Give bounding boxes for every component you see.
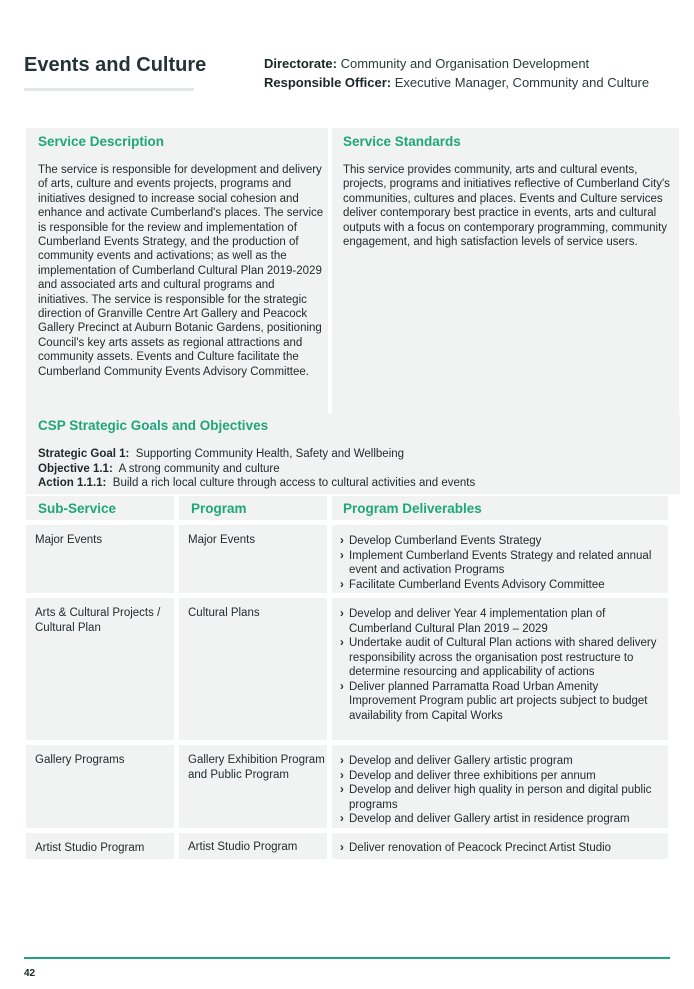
directorate-line (264, 54, 649, 73)
officer-line (264, 73, 649, 92)
csp-panel (26, 414, 680, 494)
title-underline (24, 88, 194, 91)
officer-value: Executive Manager, Community and Culture (394, 75, 650, 90)
table-header-sub-service: Sub-Service (26, 496, 174, 520)
deliverable-item: › Deliver planned Parramatta Road Urban Amenity Improvement Program public art projects subject to budget availability from Capital Works (340, 680, 662, 724)
table-row-sub-service: Major Events (26, 525, 174, 593)
service-standards-heading: Service Standards (343, 134, 461, 149)
deliverables-list (340, 534, 662, 592)
csp-lines (38, 447, 680, 491)
objective-line (38, 462, 680, 477)
deliverable-item: › Facilitate Cumberland Events Advisory Committee (340, 578, 662, 593)
deliverables-list (340, 754, 662, 827)
page-title: Events and Culture (24, 54, 207, 76)
deliverable-item: › Develop and deliver Gallery artist in residence program (340, 812, 662, 827)
strategic-goal-line (38, 447, 680, 462)
directorate-value: Community and Organisation Development (340, 56, 590, 71)
table-row-sub-service: Gallery Programs (26, 745, 174, 828)
service-standards-panel (332, 128, 679, 414)
table-row-deliverables (332, 525, 668, 593)
header-meta (264, 54, 649, 92)
deliverable-item: › Develop and deliver Year 4 implementation plan of Cumberland Cultural Plan 2019 – 2029 (340, 607, 662, 636)
deliverable-item: › Develop and deliver Gallery artistic program (340, 754, 662, 769)
table-row-deliverables (332, 598, 668, 740)
table-row-program: Cultural Plans (179, 598, 327, 740)
service-description-panel (26, 128, 328, 414)
table-row-program: Artist Studio Program (179, 833, 327, 859)
deliverable-item: › Undertake audit of Cultural Plan actions with shared delivery responsibility across the organisation post restructure to determine resourcing and applicability of actions (340, 636, 662, 680)
service-description-text: The service is responsible for development and delivery of arts, culture and events projects, programs and initiatives designed to increase social cohesion and enhance and activate Cumberland's places. The service is responsible for the review and implementation of Cumberland Events Strategy, and the production of community events and activations; as well as the implementation of Cumberland Cultural Plan 2019-2029 and associated arts and cultural programs and initiatives. The service is responsible for the strategic direction of Granville Centre Art Gallery and Peacock Gallery Precinct at Auburn Botanic Gardens, positioning Council's key arts assets as regional attractions and community assets. Events and Culture facilitate the Cumberland Community Events Advisory Committee. (38, 164, 324, 378)
table-row-sub-service: Arts & Cultural Projects / Cultural Plan (26, 598, 174, 740)
deliverable-item: › Develop and deliver high quality in person and digital public programs (340, 783, 662, 812)
table-row-deliverables (332, 745, 668, 828)
table-row-deliverables (332, 833, 668, 859)
directorate-label: Directorate: (264, 56, 337, 71)
deliverables-list (340, 841, 662, 856)
table-header-program: Program (179, 496, 327, 520)
table-row-program: Major Events (179, 525, 327, 593)
action-label: Action 1.1.1: (38, 477, 107, 489)
action-line (38, 476, 680, 491)
deliverable-item: › Implement Cumberland Events Strategy and related annual event and activation Programs (340, 549, 662, 578)
table-row-program: Gallery Exhibition Program and Public Program (179, 745, 327, 828)
officer-label: Responsible Officer: (264, 75, 392, 90)
deliverable-item: › Develop and deliver three exhibitions per annum (340, 769, 662, 784)
deliverable-item: › Develop Cumberland Events Strategy (340, 534, 662, 549)
objective-value: A strong community and culture (118, 462, 280, 475)
strategic-goal-value: Supporting Community Health, Safety and Wellbeing (135, 448, 405, 460)
action-value: Build a rich local culture through access to cultural activities and events (112, 477, 476, 489)
strategic-goal-label: Strategic Goal 1: (38, 448, 130, 460)
csp-heading: CSP Strategic Goals and Objectives (38, 418, 269, 433)
service-description-heading: Service Description (38, 134, 165, 149)
table-row-sub-service: Artist Studio Program (26, 833, 174, 859)
deliverables-list (340, 607, 662, 723)
service-standards-text: This service provides community, arts and cultural events, projects, programs and initiatives reflective of Cumberland City's communities, cultures and places. Events and Culture services deliver contemporary best practice in events, arts and cultural outputs with a focus on contemporary programming, community engagement, and high satisfaction levels of service users. (343, 164, 670, 249)
table-header-deliverables: Program Deliverables (332, 496, 668, 520)
page-number: 42 (24, 968, 36, 979)
objective-label: Objective 1.1: (38, 462, 113, 475)
footer-divider (24, 957, 670, 959)
deliverable-item: › Deliver renovation of Peacock Precinct Artist Studio (340, 841, 662, 856)
